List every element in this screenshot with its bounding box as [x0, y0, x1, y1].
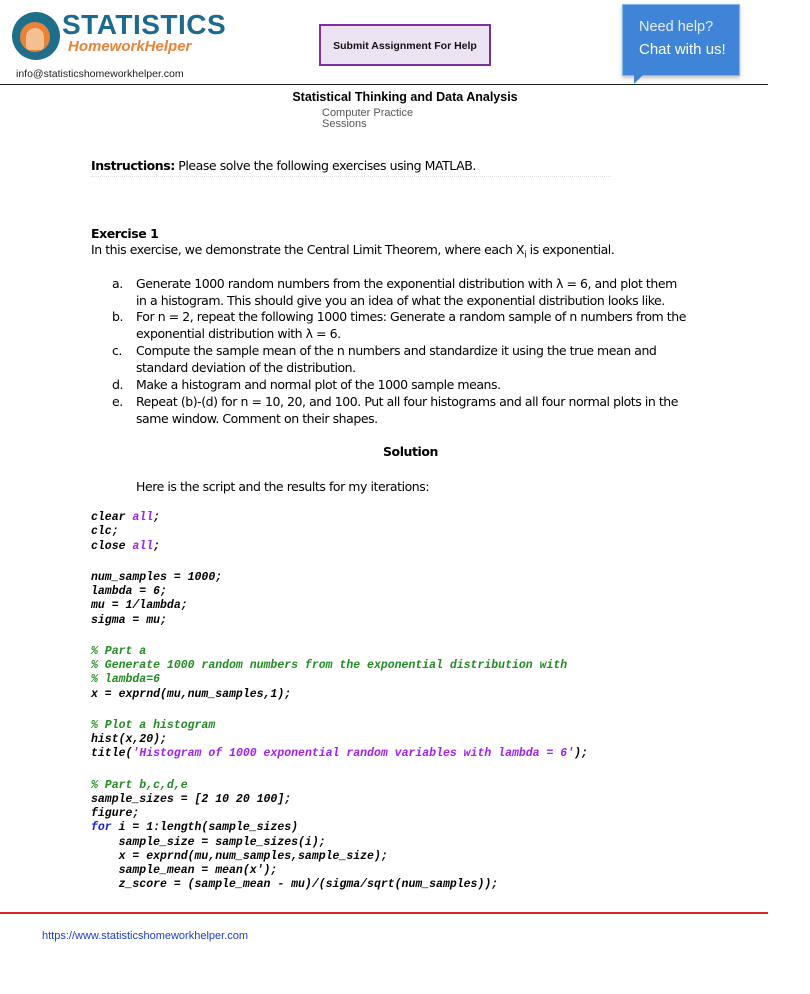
- contact-email[interactable]: info@statisticshomeworkhelper.com: [16, 68, 184, 80]
- chat-line-2: Chat with us!: [639, 41, 726, 58]
- code-line: x = exprnd(mu,num_samples,1);: [91, 688, 292, 701]
- instructions-text: Please solve the following exercises using MATLAB.: [174, 158, 476, 173]
- code-line: x = exprnd(mu,num_samples,sample_size);: [91, 850, 388, 863]
- logo[interactable]: [12, 9, 227, 62]
- list-item: [112, 276, 692, 310]
- faint-divider: [91, 176, 611, 178]
- code-line: for i = 1:length(sample_sizes): [91, 821, 299, 834]
- list-item: [112, 309, 692, 343]
- list-item: [112, 394, 692, 428]
- submit-assignment-button[interactable]: Submit Assignment For Help: [319, 24, 491, 66]
- list-item: [112, 377, 692, 394]
- logo-emblem-icon: [12, 12, 60, 60]
- exercise-intro-end: is exponential.: [526, 242, 615, 257]
- code-line: z_score = (sample_mean - mu)/(sigma/sqrt(num_samples));: [91, 878, 499, 891]
- code-line: sigma = mu;: [91, 614, 167, 627]
- code-line: clc;: [91, 525, 119, 538]
- code-line: figure;: [91, 807, 140, 820]
- exercise-intro-subscript: i: [524, 250, 527, 261]
- code-comment: % Generate 1000 random numbers from the exponential distribution with: [91, 659, 568, 672]
- document-title: Statistical Thinking and Data Analysis: [292, 90, 518, 104]
- list-text: Compute the sample mean of the n numbers and standardize it using the true mean and standard deviation of the distribution.: [136, 343, 657, 375]
- list-marker: a.: [112, 276, 123, 291]
- exercise-title: Exercise 1: [91, 226, 159, 241]
- list-text: Make a histogram and normal plot of the 1000 sample means.: [136, 377, 501, 392]
- instructions-label: Instructions:: [91, 158, 175, 173]
- exercise-intro: [91, 242, 614, 261]
- list-text: For n = 2, repeat the following 1000 times: Generate a random sample of n numbers from the exponential distribution with λ = 6.: [136, 309, 686, 341]
- list-marker: e.: [112, 394, 123, 409]
- code-comment: % Plot a histogram: [91, 719, 216, 732]
- list-text: Repeat (b)-(d) for n = 10, 20, and 100. Put all four histograms and all four normal plots in the same window. Comment on their shapes.: [136, 394, 679, 426]
- list-marker: b.: [112, 309, 124, 324]
- list-marker: d.: [112, 377, 124, 392]
- footer-divider: [0, 912, 768, 914]
- exercise-intro-text: In this exercise, we demonstrate the Central Limit Theorem, where each X: [91, 242, 525, 257]
- chat-widget-button[interactable]: [622, 4, 740, 76]
- instructions: [91, 158, 476, 173]
- script-intro: Here is the script and the results for my iterations:: [136, 479, 430, 494]
- code-line: num_samples = 1000;: [91, 571, 223, 584]
- code-comment: % Part a: [91, 645, 147, 658]
- code-line: sample_sizes = [2 10 20 100];: [91, 793, 292, 806]
- list-item: [112, 343, 692, 377]
- header-divider: [0, 84, 768, 85]
- code-line: close all;: [91, 540, 161, 553]
- chat-line-1: Need help?: [639, 19, 714, 35]
- code-line: hist(x,20);: [91, 733, 167, 746]
- code-line: sample_mean = mean(x');: [91, 864, 278, 877]
- logo-title: STATISTICS: [62, 9, 227, 40]
- code-line: title('Histogram of 1000 exponential random variables with lambda = 6');: [91, 747, 588, 760]
- list-text: Generate 1000 random numbers from the exponential distribution with λ = 6, and plot them in a histogram. This should give you an idea of what the exponential distribution looks like.: [136, 276, 677, 308]
- code-line: sample_size = sample_sizes(i);: [91, 836, 326, 849]
- code-line: lambda = 6;: [91, 585, 167, 598]
- footer-website-link[interactable]: https://www.statisticshomeworkhelper.com: [42, 930, 249, 942]
- code-line: clear all;: [91, 511, 161, 524]
- chat-bubble-tail-icon: [634, 74, 644, 84]
- logo-subtitle: HomeworkHelper: [68, 38, 192, 55]
- list-marker: c.: [112, 343, 122, 358]
- code-comment: % lambda=6: [91, 673, 161, 686]
- solution-heading: Solution: [383, 444, 438, 459]
- document-subtitle: Computer Practice Sessions: [322, 107, 414, 130]
- code-comment: % Part b,c,d,e: [91, 779, 188, 792]
- code-line: mu = 1/lambda;: [91, 599, 188, 612]
